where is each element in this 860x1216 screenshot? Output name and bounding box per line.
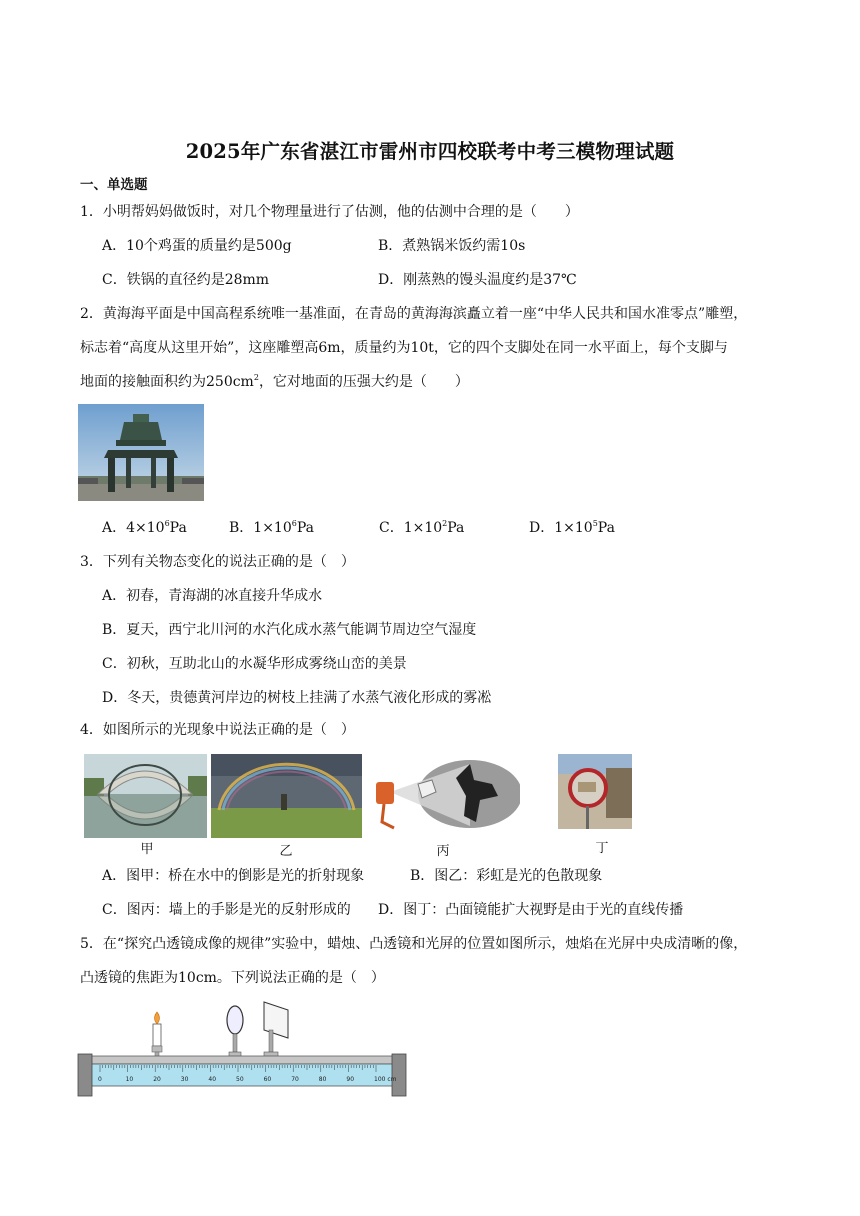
ruler-tick-label: 0 <box>98 1076 102 1083</box>
rainbow-photo <box>211 754 362 838</box>
ruler-tick-label: 70 <box>291 1076 299 1083</box>
ruler-tick-label: 30 <box>180 1076 189 1083</box>
section-heading: 一、单选题 <box>80 177 148 193</box>
q1-stem: 1．小明帮妈妈做饭时，对几个物理量进行了估测，他的估测中合理的是（ ） <box>80 204 579 220</box>
ruler-tick-label: 40 <box>208 1076 217 1083</box>
q3-option-a: A．初春，青海湖的冰直接升华成水 <box>102 588 323 604</box>
optical-bench-figure <box>76 998 408 1100</box>
bridge-reflection-photo <box>84 754 207 838</box>
ruler-tick-label: 10 <box>125 1076 134 1083</box>
ruler-tick-label: 50 <box>236 1076 244 1083</box>
sculpture-photo <box>78 404 204 501</box>
q3-option-c: C．初秋，互助北山的水凝华形成雾绕山峦的美景 <box>102 656 407 672</box>
q4-option-d: D．图丁：凸面镜能扩大视野是由于光的直线传播 <box>378 902 684 918</box>
q4-stem: 4．如图所示的光现象中说法正确的是（ ） <box>80 722 355 738</box>
page-title: 2025年广东省湛江市雷州市四校联考中考三模物理试题 <box>185 140 675 163</box>
q2-stem-line2: 标志着“高度从这里开始”，这座雕塑高6m，质量约为10t，它的四个支脚处在同一水平面上，每个支脚与 <box>80 340 728 356</box>
ruler-tick-label: 100 cm <box>374 1076 397 1083</box>
caption-yi: 乙 <box>279 844 293 859</box>
q4-option-a: A．图甲：桥在水中的倒影是光的折射现象 <box>102 868 365 884</box>
ruler-tick-label: 80 <box>318 1076 327 1083</box>
q3-option-d: D．冬天，贵德黄河岸边的树枝上挂满了水蒸气液化形成的雾凇 <box>102 690 492 706</box>
caption-ding: 丁 <box>595 841 609 856</box>
q1-option-d: D．刚蒸熟的馒头温度约是37℃ <box>378 272 577 288</box>
q2-option-b: B．$1\times 10^6Pa$ <box>229 519 314 536</box>
q1-option-b: B．煮熟锅米饭约需10s <box>378 238 526 254</box>
q1-option-c: C．铁锅的直径约是28mm <box>102 272 270 288</box>
q1-option-a: A．10个鸡蛋的质量约是500g <box>102 238 292 254</box>
q2-option-a: A．$4\times 10^6Pa$ <box>102 519 187 536</box>
ruler-tick-label: 90 <box>346 1076 355 1083</box>
ruler-tick-label: 60 <box>263 1076 272 1083</box>
ruler-tick-label: 20 <box>153 1076 161 1083</box>
q3-option-b: B．夏天，西宁北川河的水汽化成水蒸气能调节周边空气湿度 <box>102 622 477 638</box>
hand-shadow-picture <box>370 756 520 834</box>
q2-stem-line3: 地面的接触面积约为$250cm^2$，它对地面的压强大约是（ ） <box>80 373 469 390</box>
q2-option-c: C．$1\times 10^2Pa$ <box>379 519 465 536</box>
q5-stem-line2: 凸透镜的焦距为10cm。下列说法正确的是（ ） <box>80 970 385 986</box>
q3-stem: 3．下列有关物态变化的说法正确的是（ ） <box>80 554 355 570</box>
q2-option-d: D．$1\times 10^5Pa$ <box>529 519 615 536</box>
caption-jia: 甲 <box>140 842 154 857</box>
q4-option-c: C．图丙：墙上的手影是光的反射形成的 <box>102 902 351 918</box>
q4-option-b: B．图乙：彩虹是光的色散现象 <box>410 868 603 884</box>
q2-stem-line1: 2．黄海海平面是中国高程系统唯一基准面，在青岛的黄海海滨矗立着一座“中华人民共和国水准零点”雕塑， <box>80 306 748 322</box>
q5-stem-line1: 5．在“探究凸透镜成像的规律”实验中，蜡烛、凸透镜和光屏的位置如图所示，烛焰在光屏中央成清晰的像， <box>80 936 748 952</box>
convex-mirror-photo <box>558 754 632 829</box>
caption-bing: 丙 <box>436 844 450 859</box>
